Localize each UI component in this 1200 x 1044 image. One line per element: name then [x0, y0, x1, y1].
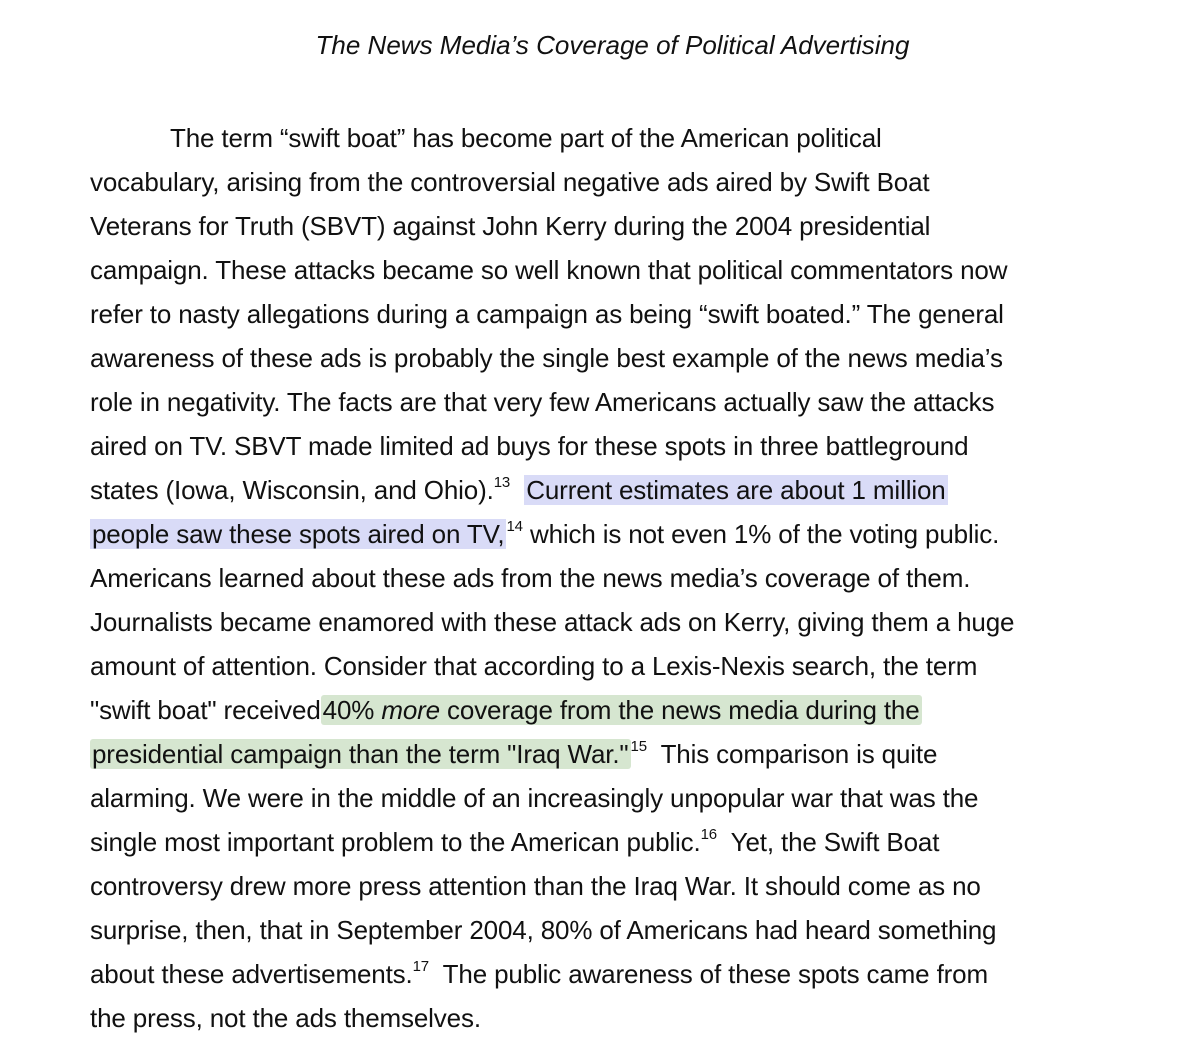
paragraph-line [90, 954, 988, 994]
highlight-green: presidential campaign than the term "Iraq War." [92, 739, 629, 769]
line-text: "swift boat" received [90, 695, 321, 725]
highlight-blue: Current estimates are about 1 million [526, 475, 946, 505]
paragraph-line: Veterans for Truth (SBVT) against John Kerry during the 2004 presidential [90, 211, 931, 241]
document-title: The News Media’s Coverage of Political Advertising [315, 30, 910, 60]
paragraph-line: aired on TV. SBVT made limited ad buys for these spots in three battleground [90, 431, 969, 461]
highlight-green [321, 695, 922, 725]
line-text: The public awareness of these spots came from [442, 959, 988, 989]
line-text: This comparison is quite [660, 739, 938, 769]
paragraph-line: amount of attention. Consider that according to a Lexis-Nexis search, the term [90, 651, 978, 681]
line-text: about these advertisements. [90, 959, 413, 989]
paragraph-line: refer to nasty allegations during a campaign as being “swift boated.” The general [90, 299, 1004, 329]
footnote-ref[interactable]: 16 [700, 826, 717, 843]
paragraph-line [90, 822, 939, 862]
paragraph-line [90, 514, 999, 554]
footnote-ref[interactable]: 17 [412, 958, 429, 975]
paragraph-line: Journalists became enamored with these attack ads on Kerry, giving them a huge [90, 607, 1015, 637]
paragraph-line: alarming. We were in the middle of an increasingly unpopular war that was the [90, 783, 979, 813]
paragraph-line: awareness of these ads is probably the single best example of the news media’s [90, 343, 1003, 373]
footnote-ref[interactable]: 14 [506, 518, 523, 535]
paragraph-line: role in negativity. The facts are that very few Americans actually saw the attacks [90, 387, 995, 417]
emphasis-more: more [381, 695, 440, 725]
paragraph-line: controversy drew more press attention than the Iraq War. It should come as no [90, 871, 981, 901]
paragraph-line [90, 470, 948, 510]
highlight-blue: people saw these spots aired on TV, [92, 519, 505, 549]
line-text: states (Iowa, Wisconsin, and Ohio). [90, 475, 494, 505]
paragraph-line: The term “swift boat” has become part of the American political [170, 123, 882, 153]
paragraph-line [90, 734, 937, 774]
paragraph-line: the press, not the ads themselves. [90, 1003, 481, 1033]
paragraph-line: vocabulary, arising from the controversial negative ads aired by Swift Boat [90, 167, 930, 197]
paragraph-line [90, 690, 922, 730]
line-text: Yet, the Swift Boat [730, 827, 940, 857]
line-text: single most important problem to the American public. [90, 827, 701, 857]
highlight-text: 40% [322, 695, 375, 725]
footnote-ref[interactable]: 15 [630, 738, 647, 755]
paragraph-line: campaign. These attacks became so well known that political commentators now [90, 255, 1008, 285]
footnote-ref[interactable]: 13 [493, 474, 511, 491]
paragraph-line: Americans learned about these ads from the news media’s coverage of them. [90, 563, 971, 593]
highlight-text: coverage from the news media during the [447, 695, 920, 725]
line-text: which is not even 1% of the voting public. [529, 519, 1000, 549]
paragraph-line: surprise, then, that in September 2004, 80% of Americans had heard something [90, 915, 997, 945]
